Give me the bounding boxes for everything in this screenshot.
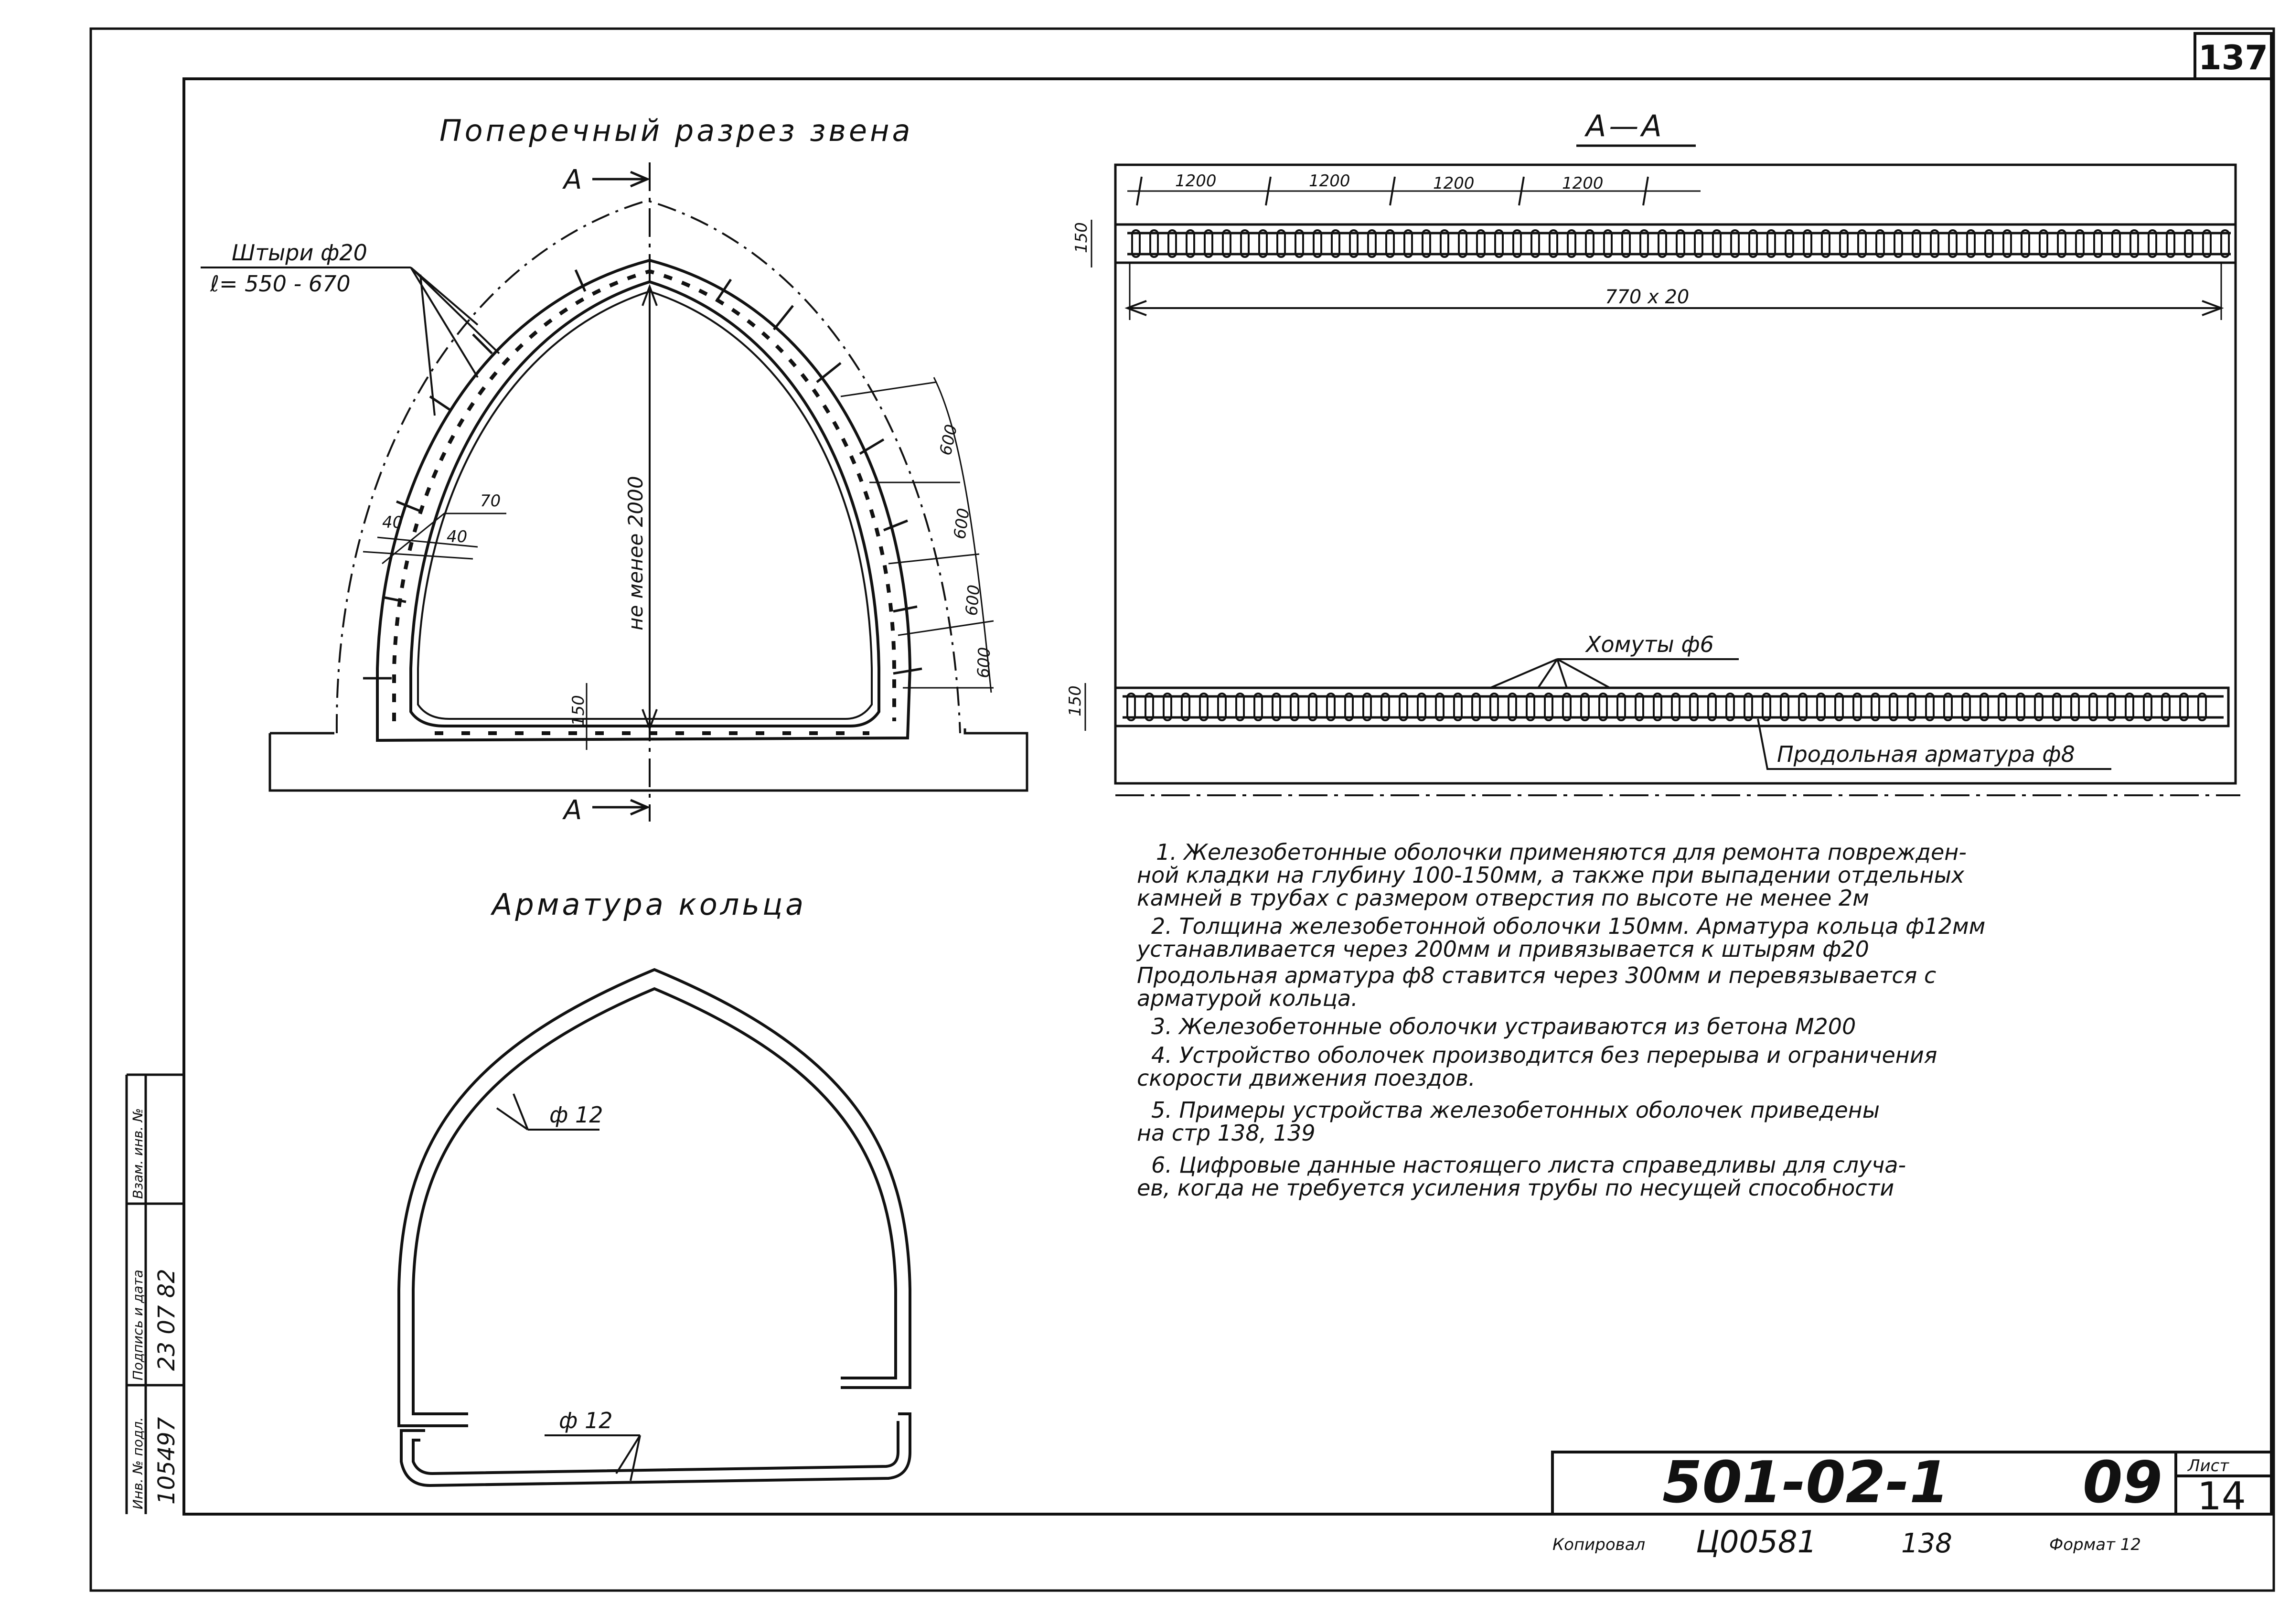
page-ref: 138	[1901, 1528, 1952, 1559]
overall-dim: 770 х 20	[1605, 286, 1690, 308]
dim-150-left: 150	[569, 695, 588, 726]
side-sign-label: Подпись и дата	[130, 1270, 146, 1380]
note-line-1: 1. Железобетонные оболочки применяются для ремонта поврежден-	[1156, 839, 1967, 865]
section-arrow-top	[592, 172, 647, 186]
note-line-13: 6. Цифровые данные настоящего листа справедливы для случа-	[1151, 1152, 1906, 1178]
arc-dim-600-2: 600	[950, 507, 974, 541]
ring-bar-inner	[413, 989, 896, 1409]
arc-dim-600-1: 600	[936, 423, 962, 457]
dim-40b: 40	[447, 527, 468, 546]
spacing-dim-2: 1200	[1309, 171, 1350, 191]
sheet-number: 14	[2197, 1474, 2246, 1518]
side-inv-number: 105497	[153, 1417, 180, 1505]
side-date: 23 07 82	[153, 1269, 180, 1371]
ring-title: Арматура кольца	[492, 887, 807, 922]
note-line-10: скорости движения поездов.	[1137, 1065, 1476, 1091]
section-aa-outline	[1115, 165, 2236, 783]
height-label: не менее 2000	[624, 476, 647, 630]
arc-dim-600-3: 600	[962, 584, 984, 617]
corner-number: 137	[2198, 38, 2269, 77]
thickness-bottom: 150	[1066, 685, 1085, 716]
cross-section-title: Поперечный разрез звена	[439, 113, 913, 148]
pins-label-1: Штыри ф20	[232, 240, 367, 266]
thickness-top: 150	[1072, 222, 1091, 253]
order-number: Ц00581	[1696, 1525, 1817, 1560]
note-line-8: 3. Железобетонные оболочки устраиваются из бетона М200	[1151, 1014, 1856, 1039]
spacing-dim-4: 1200	[1562, 174, 1604, 193]
side-swap-label: Взам. инв. №	[130, 1108, 146, 1199]
note-line-9: 4. Устройство оболочек производится без перерыва и ограничения	[1151, 1042, 1937, 1068]
note-line-2: ной кладки на глубину 100-150мм, а также при выпадении отдельных	[1137, 862, 1965, 888]
sheet-label: Лист	[2188, 1456, 2229, 1475]
clamps-label: Хомуты ф6	[1586, 631, 1714, 657]
section-mark-bottom: А	[564, 795, 582, 826]
longitudinal-label: Продольная арматура ф8	[1777, 741, 2075, 767]
section-aa-title: А—А	[1586, 108, 1665, 143]
section-arrow-bottom	[592, 800, 647, 814]
copied-label: Копировал	[1552, 1535, 1646, 1554]
ring-bar-outer	[399, 970, 910, 1409]
side-inv-label: Инв. № подл.	[130, 1417, 146, 1509]
ring-left-hook	[399, 1409, 468, 1426]
ring-label-top: ф 12	[549, 1102, 603, 1128]
note-line-7: арматурой кольца.	[1137, 985, 1358, 1011]
note-line-11: 5. Примеры устройства железобетонных оболочек приведены	[1151, 1097, 1880, 1123]
clamps-leaders	[1490, 659, 1610, 688]
ring-leader-bottom	[545, 1435, 640, 1481]
spacing-dim-3: 1200	[1433, 174, 1475, 193]
arc-dim-lines	[841, 377, 994, 693]
extrados-line	[337, 201, 960, 733]
note-line-12: на стр 138, 139	[1137, 1120, 1316, 1146]
ring-label-bottom: ф 12	[559, 1408, 613, 1433]
note-line-6: Продольная арматура ф8 ставится через 300мм и перевязывается с	[1137, 962, 1937, 988]
format-label: Формат 12	[2049, 1535, 2141, 1554]
pins-label-2: ℓ= 550 - 670	[210, 271, 351, 297]
note-line-4: 2. Толщина железобетонной оболочки 150мм. Арматура кольца ф12мм	[1151, 913, 1986, 939]
dim-70: 70	[480, 491, 501, 511]
section-mark-top: А	[564, 164, 582, 195]
ring-bottom-bar	[401, 1414, 910, 1485]
note-line-14: ев, когда не требуется усиления трубы по несущей способности	[1137, 1175, 1894, 1201]
album-number: 09	[2083, 1450, 2162, 1516]
note-line-3: камней в трубах с размером отверстия по высоте не менее 2м	[1137, 885, 1869, 911]
notes-block	[1136, 839, 1985, 1201]
side-stamp	[127, 1075, 184, 1514]
doc-code: 501-02-1	[1662, 1450, 1949, 1516]
ring-right-hook	[841, 1376, 910, 1388]
inner-frame	[184, 79, 2271, 1514]
dim-40a: 40	[382, 513, 403, 532]
arc-dim-600-4: 600	[974, 647, 995, 679]
note-line-5: устанавливается через 200мм и привязывается к штырям ф20	[1137, 936, 1869, 962]
spacing-dim-1: 1200	[1175, 171, 1217, 191]
